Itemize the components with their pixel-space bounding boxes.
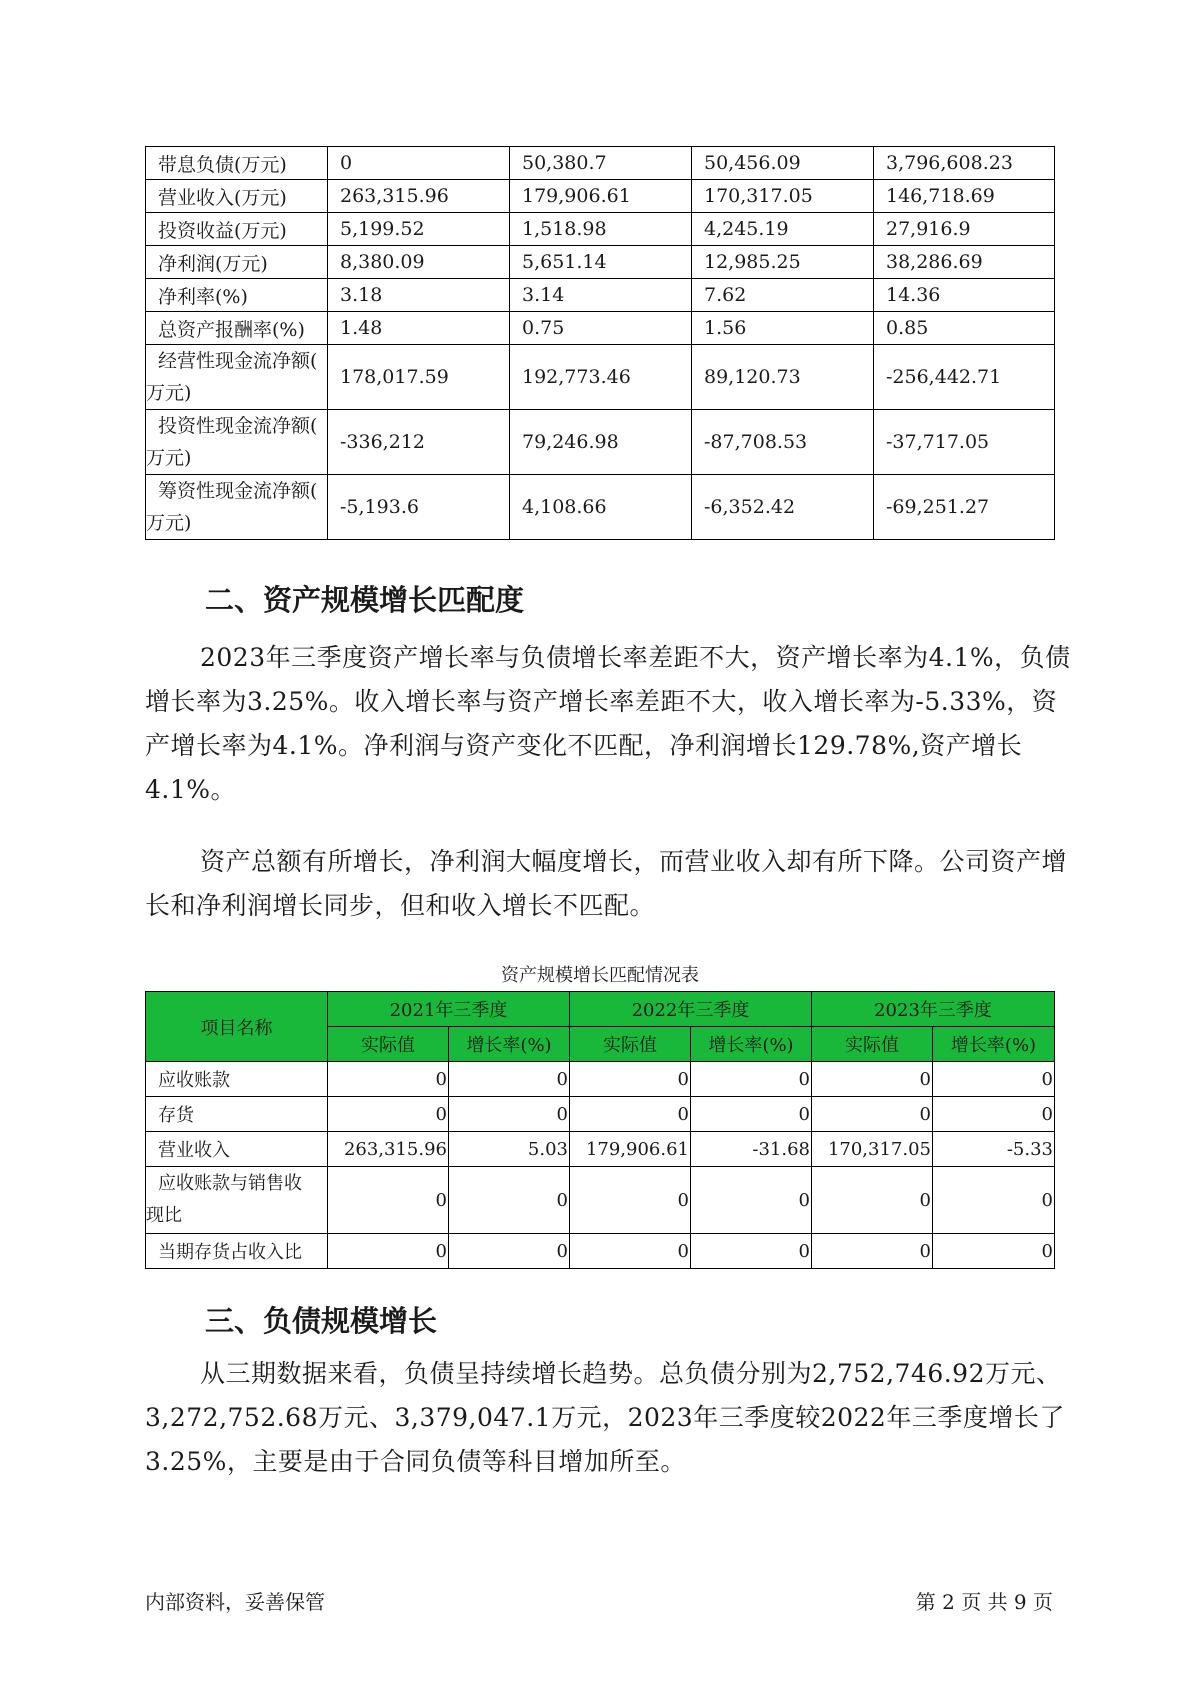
table-cell: 89,120.73 xyxy=(692,345,874,410)
table-cell: 179,906.61 xyxy=(570,1132,691,1167)
row-label: 营业收入 xyxy=(146,1132,328,1167)
table-cell: 12,985.25 xyxy=(692,246,874,279)
table-cell: 0 xyxy=(933,1234,1055,1269)
table-cell: 4,108.66 xyxy=(510,475,692,540)
table-cell: 50,380.7 xyxy=(510,147,692,180)
table-row xyxy=(146,1062,1055,1097)
table-cell: 1.56 xyxy=(692,312,874,345)
table-row xyxy=(146,1097,1055,1132)
paragraph: 2023年三季度资产增长率与负债增长率差距不大，资产增长率为4.1%，负债增长率为3.25%。收入增长率与资产增长率差距不大，收入增长率为-5.33%，资产增长率为4.1%。净利润与资产变化不匹配，净利润增长129.78%,资产增长4.1%。 xyxy=(145,643,1071,804)
table-cell: 0 xyxy=(328,1062,449,1097)
table-cell: 14.36 xyxy=(874,279,1055,312)
row-label: 带息负债(万元) xyxy=(146,147,328,180)
row-label: 净利率(%) xyxy=(146,279,328,312)
table-row xyxy=(146,345,1055,410)
table-cell: 263,315.96 xyxy=(328,1132,449,1167)
footer-confidential-note: 内部资料，妥善保管 xyxy=(145,1590,325,1614)
table-cell: 0.85 xyxy=(874,312,1055,345)
table-cell: -87,708.53 xyxy=(692,410,874,475)
section-heading: 三、负债规模增长 xyxy=(205,1304,438,1338)
row-label-line1: 应收账款与销售收 xyxy=(158,1173,302,1194)
table-cell: 79,246.98 xyxy=(510,410,692,475)
table-row xyxy=(146,475,1055,540)
table-cell: 0 xyxy=(449,1167,570,1234)
table-cell: 3.18 xyxy=(328,279,510,312)
table-row xyxy=(146,246,1055,279)
column-header-period: 2023年三季度 xyxy=(812,992,1055,1027)
table-cell: 7.62 xyxy=(692,279,874,312)
table-cell: -69,251.27 xyxy=(874,475,1055,540)
row-label xyxy=(146,1167,328,1234)
table-cell: 0 xyxy=(812,1097,933,1132)
table-cell: 0 xyxy=(570,1097,691,1132)
table-cell: 170,317.05 xyxy=(812,1132,933,1167)
table-cell: 0 xyxy=(691,1097,812,1132)
row-label-line2: 万元) xyxy=(146,512,192,534)
table-cell: 0 xyxy=(812,1167,933,1234)
column-header-actual: 实际值 xyxy=(328,1027,449,1062)
column-header-actual: 实际值 xyxy=(812,1027,933,1062)
row-label: 投资收益(万元) xyxy=(146,213,328,246)
row-label-line2: 现比 xyxy=(146,1205,182,1226)
table-cell: 0 xyxy=(328,1097,449,1132)
table-cell: 0 xyxy=(812,1234,933,1269)
column-header-actual: 实际值 xyxy=(570,1027,691,1062)
table-header-row xyxy=(146,992,1055,1027)
row-label: 存货 xyxy=(146,1097,328,1132)
table-cell: 146,718.69 xyxy=(874,180,1055,213)
table-cell: 0 xyxy=(691,1234,812,1269)
table-cell: 5,651.14 xyxy=(510,246,692,279)
table-cell: 0 xyxy=(933,1062,1055,1097)
column-header-growth: 增长率(%) xyxy=(933,1027,1055,1062)
row-label: 净利润(万元) xyxy=(146,246,328,279)
table-cell: 0 xyxy=(812,1062,933,1097)
table-row xyxy=(146,1234,1055,1269)
row-label-line1: 筹资性现金流净额( xyxy=(158,480,318,502)
table-cell: -31.68 xyxy=(691,1132,812,1167)
table-cell: 0 xyxy=(449,1097,570,1132)
table-cell: 0 xyxy=(449,1062,570,1097)
table-cell: 179,906.61 xyxy=(510,180,692,213)
table-cell: 0 xyxy=(570,1167,691,1234)
row-label: 总资产报酬率(%) xyxy=(146,312,328,345)
table-cell: 5.03 xyxy=(449,1132,570,1167)
table-cell: 0 xyxy=(570,1234,691,1269)
table-cell: 0.75 xyxy=(510,312,692,345)
table-row xyxy=(146,312,1055,345)
table-cell: 170,317.05 xyxy=(692,180,874,213)
table-cell: 0 xyxy=(691,1062,812,1097)
table-cell: 178,017.59 xyxy=(328,345,510,410)
table-cell: -37,717.05 xyxy=(874,410,1055,475)
table-cell: 50,456.09 xyxy=(692,147,874,180)
column-header-period: 2022年三季度 xyxy=(570,992,812,1027)
page-number: 第 2 页 共 9 页 xyxy=(915,1590,1053,1614)
column-header-growth: 增长率(%) xyxy=(449,1027,570,1062)
table-cell: 38,286.69 xyxy=(874,246,1055,279)
section-heading: 二、资产规模增长匹配度 xyxy=(205,583,525,617)
paragraph: 资产总额有所增长，净利润大幅度增长，而营业收入却有所下降。公司资产增长和净利润增长同步，但和收入增长不匹配。 xyxy=(145,847,1068,920)
table-cell: 0 xyxy=(328,147,510,180)
table-cell: 1.48 xyxy=(328,312,510,345)
table-caption: 资产规模增长匹配情况表 xyxy=(501,965,699,986)
table-cell: -5.33 xyxy=(933,1132,1055,1167)
table-cell: 0 xyxy=(449,1234,570,1269)
table-cell: 0 xyxy=(570,1062,691,1097)
row-label xyxy=(146,345,328,410)
column-header-growth: 增长率(%) xyxy=(691,1027,812,1062)
row-label: 营业收入(万元) xyxy=(146,180,328,213)
row-label xyxy=(146,410,328,475)
table-cell: -336,212 xyxy=(328,410,510,475)
column-header-item: 项目名称 xyxy=(146,992,328,1062)
row-label-line2: 万元) xyxy=(146,447,192,469)
table-cell: 0 xyxy=(933,1167,1055,1234)
table-cell: 1,518.98 xyxy=(510,213,692,246)
table-cell: 192,773.46 xyxy=(510,345,692,410)
table-cell: 5,199.52 xyxy=(328,213,510,246)
table-row xyxy=(146,1132,1055,1167)
table-cell: 0 xyxy=(933,1097,1055,1132)
row-label-line1: 投资性现金流净额( xyxy=(158,415,318,437)
table-cell: -256,442.71 xyxy=(874,345,1055,410)
row-label xyxy=(146,475,328,540)
asset-growth-match-table xyxy=(145,991,1055,1269)
table-row xyxy=(146,180,1055,213)
column-header-period: 2021年三季度 xyxy=(328,992,570,1027)
table-cell: 3.14 xyxy=(510,279,692,312)
table-row xyxy=(146,147,1055,180)
row-label: 当期存货占收入比 xyxy=(146,1234,328,1269)
table-cell: 27,916.9 xyxy=(874,213,1055,246)
table-cell: -6,352.42 xyxy=(692,475,874,540)
table-cell: 3,796,608.23 xyxy=(874,147,1055,180)
financial-indicators-table xyxy=(145,146,1055,540)
row-label-line2: 万元) xyxy=(146,382,192,404)
table-cell: 8,380.09 xyxy=(328,246,510,279)
table-row xyxy=(146,279,1055,312)
table-cell: 263,315.96 xyxy=(328,180,510,213)
row-label-line1: 经营性现金流净额( xyxy=(158,350,318,372)
table-cell: 0 xyxy=(328,1234,449,1269)
table-row xyxy=(146,213,1055,246)
table-row xyxy=(146,410,1055,475)
table-cell: 4,245.19 xyxy=(692,213,874,246)
table-cell: -5,193.6 xyxy=(328,475,510,540)
table-cell: 0 xyxy=(328,1167,449,1234)
table-row xyxy=(146,1167,1055,1234)
table-cell: 0 xyxy=(691,1167,812,1234)
paragraph: 从三期数据来看，负债呈持续增长趋势。总负债分别为2,752,746.92万元、3,272,752.68万元、3,379,047.1万元，2023年三季度较2022年三季度增长了3.25%，主要是由于合同负债等科目增加所至。 xyxy=(145,1359,1065,1476)
row-label: 应收账款 xyxy=(146,1062,328,1097)
